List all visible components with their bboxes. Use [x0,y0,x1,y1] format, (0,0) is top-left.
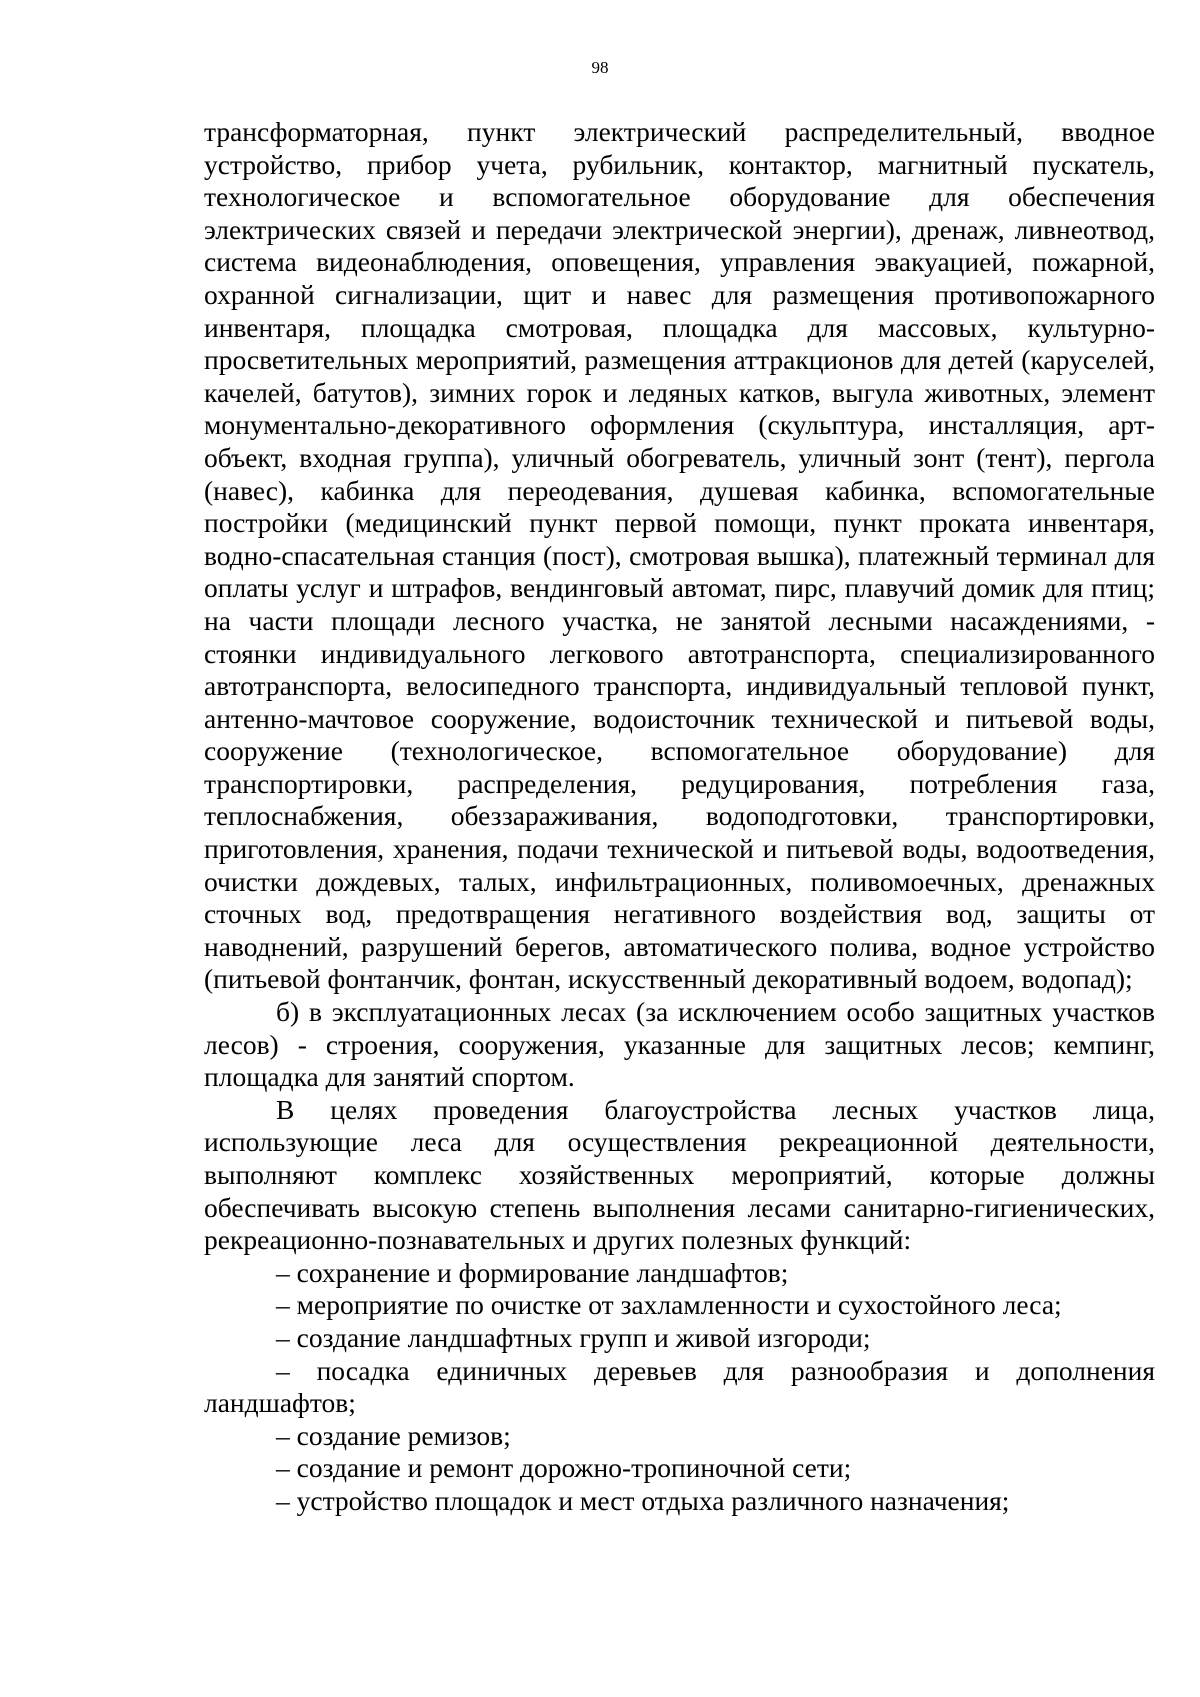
list-item-remises: – создание ремизов; [276,1419,511,1451]
document-body [204,116,1155,1518]
list-item-rest-areas: – устройство площадок и мест отдыха различного назначения; [276,1484,1010,1516]
list-item-hedges: – создание ландшафтных групп и живой изгороди; [276,1321,871,1353]
list-item-cleanup: – мероприятие по очистке от захламленности и сухостойного леса; [276,1289,1062,1321]
paragraph-item-b: б) в эксплуатационных лесах (за исключением особо защитных участков лесов) - строения, сооружения, указанные для защитных лесов; кемпинг, площадка для занятий спортом. [204,996,1155,1093]
list-item-landscapes: – сохранение и формирование ландшафтов; [276,1256,789,1288]
page-number: 98 [591,58,609,77]
paragraph-continuation: трансформаторная, пункт электрический распределительный, вводное устройство, прибор учета, рубильник, контактор, магнитный пускатель, технологическое и вспомогательное оборудование для обеспечения электрических связей и передачи электрической энергии), дренаж, ливнеотвод, система видеонаблюдения, оповещения, управления эвакуацией, пожарной, охранной сигнализации, щит и навес для размещения противопожарного инвентаря, площадка смотровая, площадка для массовых, культурно-просветительных мероприятий, размещения аттракционов для детей (каруселей, качелей, батутов), зимних горок и ледяных катков, выгула животных, элемент монументально-декоративного оформления (скульптура, инсталляция, арт-объект, входная группа), уличный обогреватель, уличный зонт (тент), пергола (навес), кабинка для переодевания, душевая кабинка, вспомогательные постройки (медицинский пункт первой помощи, пункт проката инвентаря, водно-спасательная станция (пост), смотровая вышка), платежный терминал для оплаты услуг и штрафов, вендинговый автомат, пирс, плавучий домик для птиц; на части площади лесного участка, не занятой лесными насаждениями, - стоянки индивидуального легкового автотранспорта, специализированного автотранспорта, велосипедного транспорта, индивидуальный тепловой пункт, антенно-мачтовое сооружение, водоисточник технической и питьевой воды, сооружение (технологическое, вспомогательное оборудование) для транспортировки, распределения, редуцирования, потребления газа, теплоснабжения, обеззараживания, водоподготовки, транспортировки, приготовления, хранения, подачи технической и питьевой воды, водоотведения, очистки дождевых, талых, инфильтрационных, поливомоечных, дренажных сточных вод, предотвращения негативного воздействия вод, защиты от наводнений, разрушений берегов, автоматического полива, водное устройство (питьевой фонтанчик, фонтан, искусственный декоративный водоем, водопад); [204,116,1155,995]
list-item-paths: – создание и ремонт дорожно-тропиночной сети; [276,1452,852,1484]
paragraph-improvement-intro: В целях проведения благоустройства лесных участков лица, использующие леса для осуществления рекреационной деятельности, выполняют комплекс хозяйственных мероприятий, которые должны обеспечивать высокую степень выполнения лесами санитарно-гигиенических, рекреационно-познавательных и других полезных функций: [204,1093,1155,1256]
list-item-tree-planting: – посадка единичных деревьев для разнообразия и дополнения ландшафтов; [204,1354,1155,1419]
